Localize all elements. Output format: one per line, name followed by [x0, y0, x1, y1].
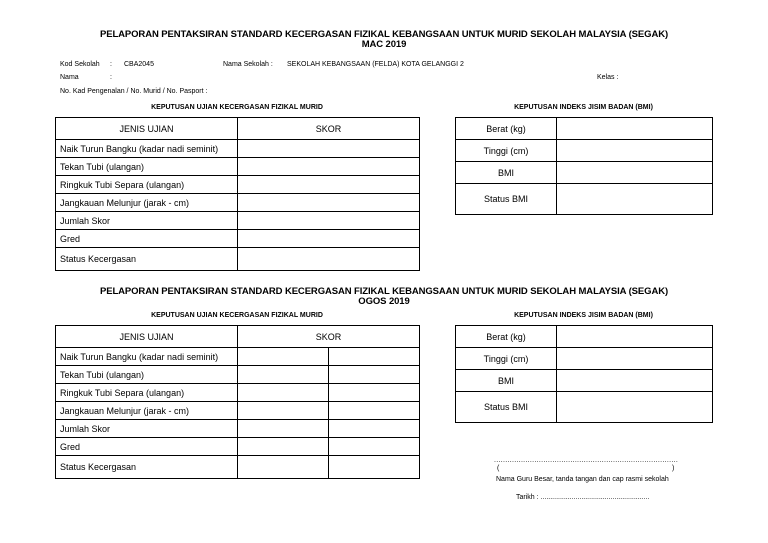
signature-dotted-line: ..................................................................................	[494, 457, 678, 464]
score-cell[interactable]	[238, 456, 329, 479]
table-header-row	[56, 326, 420, 348]
table-row	[56, 230, 420, 248]
table-row	[456, 162, 713, 184]
bmi-value-cell[interactable]	[557, 326, 713, 348]
score-cell[interactable]	[329, 348, 420, 366]
test-name: Gred	[56, 438, 238, 456]
score-cell[interactable]	[238, 366, 329, 384]
bmi-value-cell[interactable]	[557, 392, 713, 423]
form2-fitness-table	[55, 325, 420, 479]
school-code-sep: :	[110, 61, 112, 68]
student-name-sep: :	[110, 74, 112, 81]
form2-fitness-heading: KEPUTUSAN UJIAN KECERGASAN FIZIKAL MURID	[151, 312, 323, 319]
bmi-value-cell[interactable]	[557, 140, 713, 162]
score-cell[interactable]	[238, 420, 329, 438]
score-cell[interactable]	[238, 194, 420, 212]
test-name: Naik Turun Bangku (kadar nadi seminit)	[56, 348, 238, 366]
test-name: Status Kecergasan	[56, 456, 238, 479]
test-name: Ringkuk Tubi Separa (ulangan)	[56, 384, 238, 402]
test-name: Tekan Tubi (ulangan)	[56, 158, 238, 176]
form2-bmi-heading: KEPUTUSAN INDEKS JISIM BADAN (BMI)	[514, 312, 653, 319]
score-cell[interactable]	[238, 140, 420, 158]
bmi-label: Status BMI	[456, 184, 557, 215]
table-row	[56, 248, 420, 271]
score-cell[interactable]	[238, 158, 420, 176]
bmi-value-cell[interactable]	[557, 184, 713, 215]
test-name: Gred	[56, 230, 238, 248]
table-row	[56, 402, 420, 420]
bmi-label: Tinggi (cm)	[456, 348, 557, 370]
test-name: Ringkuk Tubi Separa (ulangan)	[56, 176, 238, 194]
bmi-value-cell[interactable]	[557, 118, 713, 140]
signature-caption: Nama Guru Besar, tanda tangan dan cap rasmi sekolah	[496, 476, 669, 483]
table-row	[456, 140, 713, 162]
signature-open-paren: (	[497, 465, 500, 472]
score-cell[interactable]	[238, 348, 329, 366]
bmi-label: Status BMI	[456, 392, 557, 423]
test-name: Jangkauan Melunjur (jarak - cm)	[56, 402, 238, 420]
bmi-label: Tinggi (cm)	[456, 140, 557, 162]
school-code-value: CBA2045	[124, 61, 154, 68]
score-cell[interactable]	[329, 384, 420, 402]
school-name-label: Nama Sekolah :	[223, 61, 273, 68]
col-test-header: JENIS UJIAN	[56, 118, 238, 140]
table-row	[456, 392, 713, 423]
test-name: Jumlah Skor	[56, 212, 238, 230]
date-label: Tarikh : ........................................................	[516, 494, 650, 501]
table-row	[56, 366, 420, 384]
school-name-value: SEKOLAH KEBANGSAAN (FELDA) KOTA GELANGGI 2	[287, 61, 464, 68]
table-row	[56, 348, 420, 366]
score-cell[interactable]	[329, 456, 420, 479]
table-row	[456, 184, 713, 215]
ic-number-label: No. Kad Pengenalan / No. Murid / No. Pasport :	[60, 88, 208, 95]
class-label: Kelas :	[597, 74, 619, 81]
table-row	[456, 118, 713, 140]
score-cell[interactable]	[329, 402, 420, 420]
score-cell[interactable]	[238, 230, 420, 248]
form2-title: PELAPORAN PENTAKSIRAN STANDARD KECERGASAN FIZIKAL KEBANGSAAN UNTUK MURID SEKOLAH MALAYSIA (SEGAK)	[99, 286, 669, 297]
table-row	[56, 384, 420, 402]
score-cell[interactable]	[238, 248, 420, 271]
table-row	[56, 158, 420, 176]
score-cell[interactable]	[238, 402, 329, 420]
bmi-value-cell[interactable]	[557, 370, 713, 392]
score-cell[interactable]	[238, 176, 420, 194]
form1-bmi-table	[455, 117, 713, 215]
table-row	[56, 420, 420, 438]
bmi-value-cell[interactable]	[557, 348, 713, 370]
score-cell[interactable]	[238, 438, 329, 456]
bmi-label: Berat (kg)	[456, 118, 557, 140]
form2-bmi-table	[455, 325, 713, 423]
score-cell[interactable]	[329, 420, 420, 438]
col-score-header: SKOR	[238, 326, 420, 348]
col-score-header: SKOR	[238, 118, 420, 140]
score-cell[interactable]	[329, 438, 420, 456]
table-row	[56, 140, 420, 158]
test-name: Status Kecergasan	[56, 248, 238, 271]
test-name: Tekan Tubi (ulangan)	[56, 366, 238, 384]
bmi-label: BMI	[456, 162, 557, 184]
score-cell[interactable]	[238, 212, 420, 230]
form1-bmi-heading: KEPUTUSAN INDEKS JISIM BADAN (BMI)	[514, 104, 653, 111]
table-row	[56, 176, 420, 194]
bmi-label: Berat (kg)	[456, 326, 557, 348]
table-row	[56, 212, 420, 230]
table-row	[456, 348, 713, 370]
student-name-label: Nama	[60, 74, 79, 81]
form1-fitness-heading: KEPUTUSAN UJIAN KECERGASAN FIZIKAL MURID	[151, 104, 323, 111]
table-header-row	[56, 118, 420, 140]
bmi-value-cell[interactable]	[557, 162, 713, 184]
score-cell[interactable]	[329, 366, 420, 384]
test-name: Naik Turun Bangku (kadar nadi seminit)	[56, 140, 238, 158]
table-row	[456, 370, 713, 392]
table-row	[56, 438, 420, 456]
score-cell[interactable]	[238, 384, 329, 402]
form1-period: MAC 2019	[361, 39, 407, 50]
form2-period: OGOS 2019	[358, 296, 410, 307]
table-row	[56, 456, 420, 479]
test-name: Jumlah Skor	[56, 420, 238, 438]
test-name: Jangkauan Melunjur (jarak - cm)	[56, 194, 238, 212]
bmi-label: BMI	[456, 370, 557, 392]
school-code-label: Kod Sekolah	[60, 61, 100, 68]
table-row	[456, 326, 713, 348]
form1-title: PELAPORAN PENTAKSIRAN STANDARD KECERGASAN FIZIKAL KEBANGSAAN UNTUK MURID SEKOLAH MALAYSIA (SEGAK)	[99, 29, 669, 40]
table-row	[56, 194, 420, 212]
col-test-header: JENIS UJIAN	[56, 326, 238, 348]
signature-close-paren: )	[672, 465, 675, 472]
form1-fitness-table	[55, 117, 420, 271]
